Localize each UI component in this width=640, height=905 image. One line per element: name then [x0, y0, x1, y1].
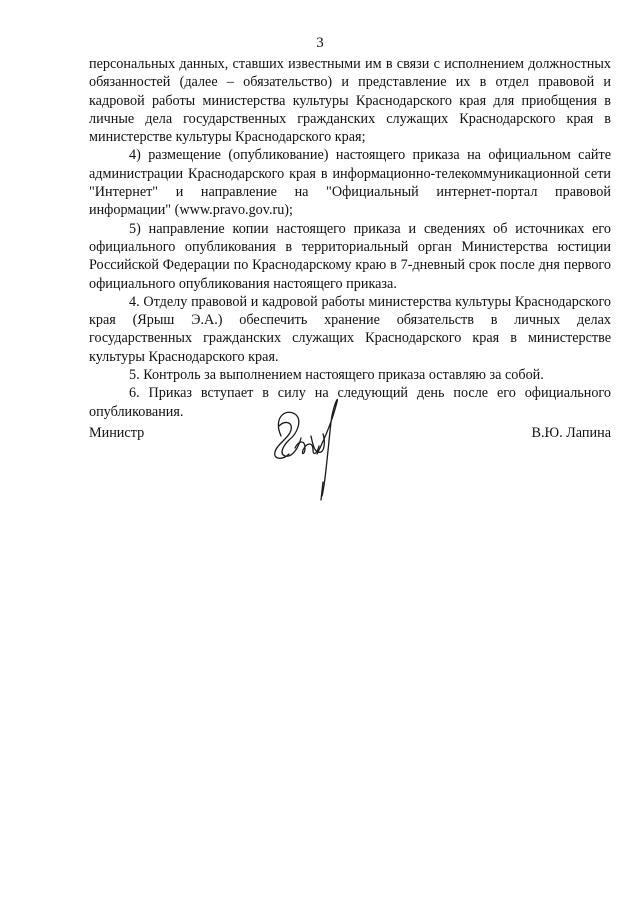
signature-block [89, 420, 611, 520]
page-number: 3 [316, 35, 324, 51]
paragraph-point-5-control: 5. Контроль за выполнением настоящего приказа оставляю за собой. [129, 367, 544, 384]
paragraph-item-4-publication: 4) размещение (опубликование) настоящего приказа на официальном сайте администрации Краснодарского края в информационно-телекоммуникационной сети "Интернет" и направление на "Официальный интернет-портал правовой информации" (www.pravo.gov.ru); [89, 147, 611, 219]
signatory-name: В.Ю. Лапина [531, 425, 611, 441]
paragraph-continuation: персональных данных, ставших известными им в связи с исполнением должностных обязанностей (далее – обязательство) и представление их в отдел правовой и кадровой работы министерства культуры Краснодарского края для приобщения в личные дела государственных гражданских служащих Краснодарского края в министерстве культуры Краснодарского края; [89, 56, 611, 146]
paragraph-item-5-justice-copy: 5) направление копии настоящего приказа и сведениях об источниках его официального опубликования в территориальный орган Министерства юстиции Российской Федерации по Краснодарскому краю в 7-дневный срок после дня первого официального опубликования настоящего приказа. [89, 220, 611, 292]
paragraph-point-6-effective-date: 6. Приказ вступает в силу на следующий день после его официального опубликования. [89, 385, 611, 420]
handwritten-signature-icon [255, 396, 365, 506]
paragraph-point-4-hr-department: 4. Отделу правовой и кадровой работы министерства культуры Краснодарского края (Ярыш Э.А.) обеспечить хранение обязательств в личных делах государственных гражданских служащих Краснодарского края в министерстве культуры Краснодарского края. [89, 293, 611, 365]
document-body [89, 55, 611, 421]
signatory-role: Министр [89, 425, 145, 441]
